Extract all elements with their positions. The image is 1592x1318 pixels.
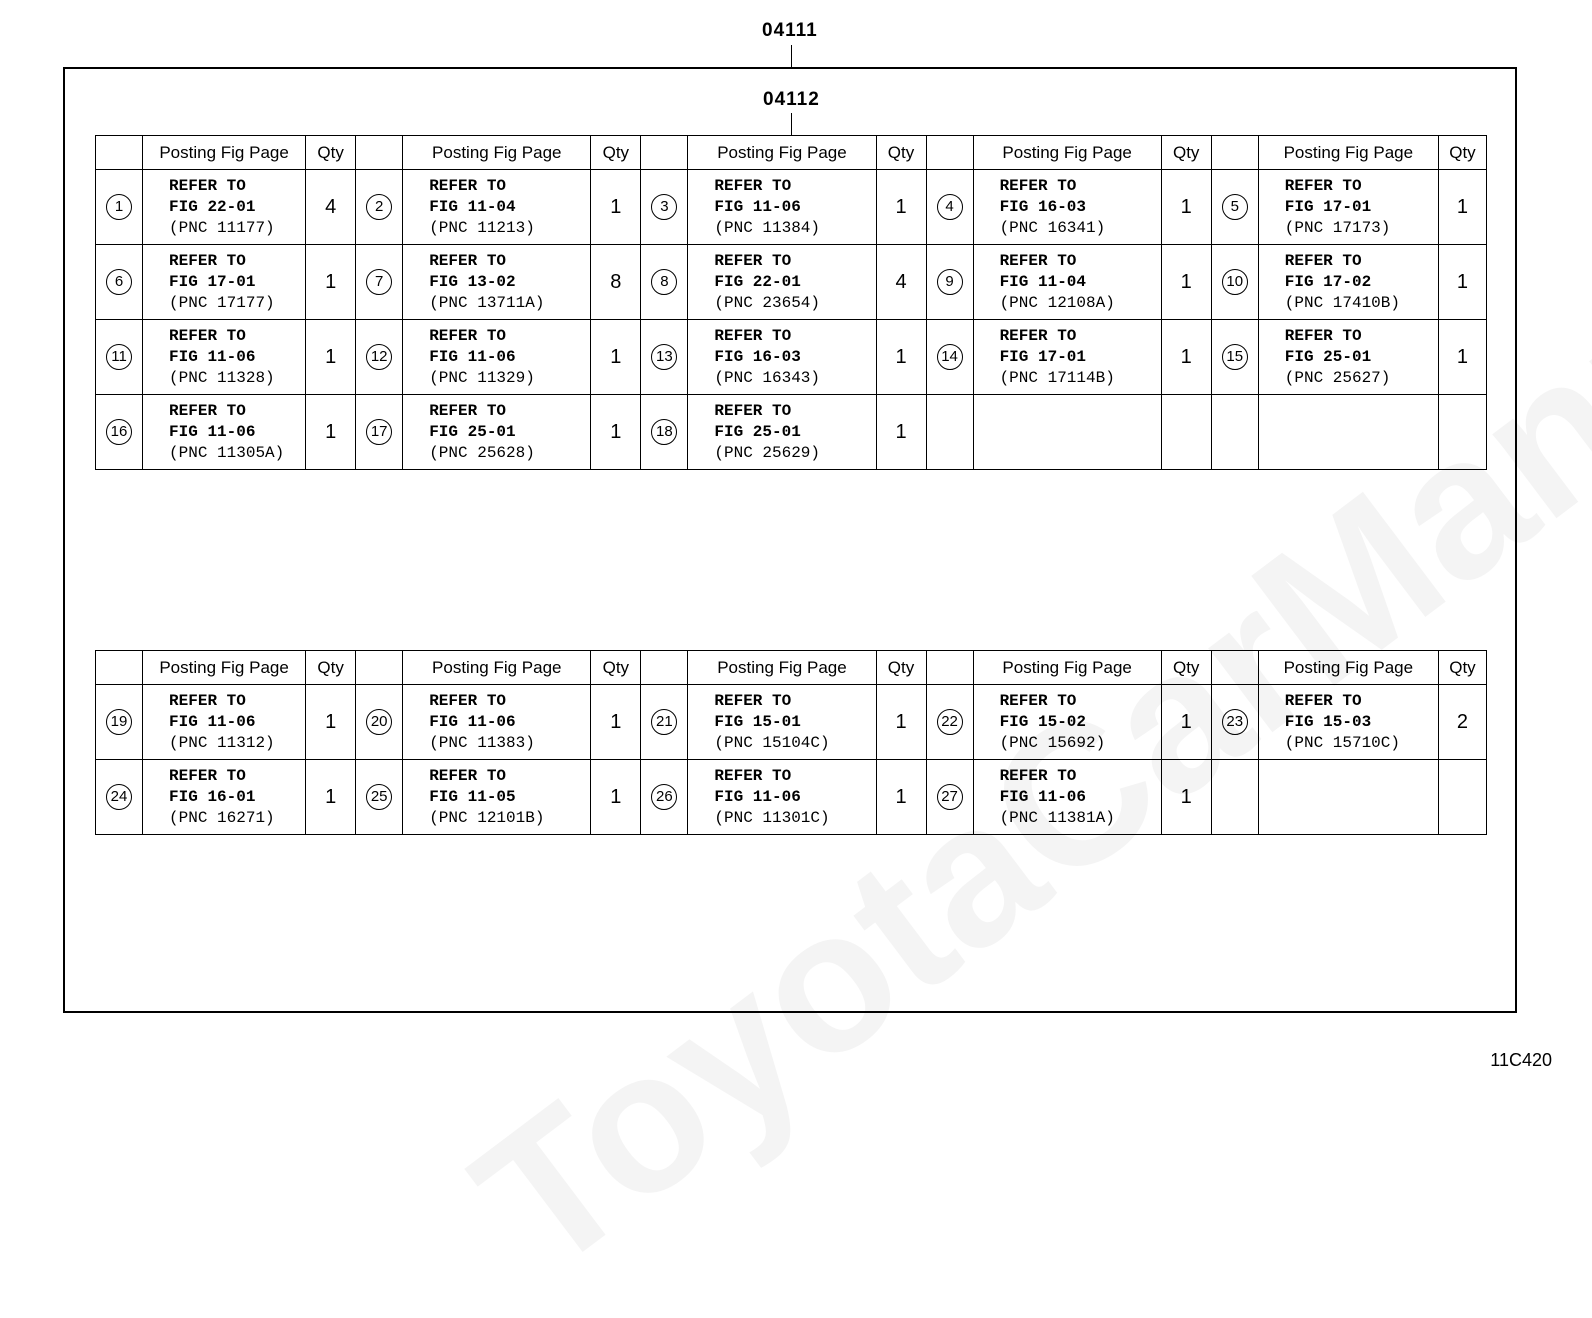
figure-reference: FIG 22-01 (714, 272, 801, 291)
figure-reference: FIG 16-01 (169, 787, 256, 806)
item-number-badge: 15 (1222, 344, 1248, 370)
reference-cell (688, 760, 876, 835)
figure-reference: FIG 11-05 (429, 787, 516, 806)
item-number-cell (641, 170, 688, 245)
quantity-value: 1 (306, 760, 356, 835)
item-number-cell (1211, 685, 1258, 760)
quantity-value: 1 (591, 760, 641, 835)
quantity-value: 1 (306, 685, 356, 760)
refer-to-text: REFER TO (714, 326, 792, 345)
item-number-cell (96, 395, 143, 470)
item-number-badge: 21 (651, 709, 677, 735)
header-num (96, 651, 143, 685)
item-number-badge: 1 (106, 194, 132, 220)
header-num (1211, 651, 1258, 685)
reference-cell (1258, 685, 1438, 760)
item-number-badge: 10 (1222, 269, 1248, 295)
header-posting-fig-page: Posting Fig Page (403, 651, 591, 685)
quantity-cell (1438, 760, 1486, 835)
figure-reference: FIG 15-03 (1284, 712, 1372, 731)
parts-table-lower (95, 650, 1487, 835)
quantity-value: 1 (591, 320, 641, 395)
header-qty: Qty (306, 136, 356, 170)
pnc-reference: (PNC 17177) (169, 293, 275, 312)
refer-to-text: REFER TO (714, 251, 792, 270)
pnc-reference: (PNC 11312) (169, 733, 275, 752)
item-number-cell (926, 760, 973, 835)
item-number-cell (96, 170, 143, 245)
refer-to-text: REFER TO (429, 326, 507, 345)
item-number-cell (1211, 320, 1258, 395)
header-qty: Qty (306, 651, 356, 685)
quantity-value: 1 (1161, 245, 1211, 320)
quantity-value: 1 (1161, 320, 1211, 395)
item-number-badge: 23 (1222, 709, 1248, 735)
header-qty: Qty (591, 651, 641, 685)
refer-to-text: REFER TO (169, 251, 246, 270)
reference-cell (973, 760, 1161, 835)
figure-reference: FIG 25-01 (429, 422, 516, 441)
reference-cell (143, 320, 306, 395)
header-num (356, 651, 403, 685)
item-number-cell (356, 170, 403, 245)
pnc-reference: (PNC 25629) (714, 443, 821, 462)
refer-to-text: REFER TO (714, 176, 792, 195)
item-number-cell (641, 685, 688, 760)
refer-to-text: REFER TO (169, 691, 246, 710)
reference-cell (973, 320, 1161, 395)
header-posting-fig-page: Posting Fig Page (688, 136, 876, 170)
item-number-cell (96, 760, 143, 835)
item-number-cell (641, 395, 688, 470)
quantity-cell (1161, 395, 1211, 470)
header-qty: Qty (1161, 136, 1211, 170)
reference-cell (1258, 395, 1438, 470)
refer-to-text: REFER TO (999, 766, 1077, 785)
refer-to-text: REFER TO (429, 251, 507, 270)
figure-reference: FIG 17-01 (999, 347, 1086, 366)
figure-reference: FIG 11-06 (429, 712, 516, 731)
reference-cell (403, 395, 591, 470)
quantity-value: 4 (876, 245, 926, 320)
item-number-badge: 13 (651, 344, 677, 370)
quantity-value: 1 (306, 395, 356, 470)
header-qty: Qty (1438, 651, 1486, 685)
reference-cell (403, 320, 591, 395)
figure-reference: FIG 17-01 (169, 272, 256, 291)
table-row (96, 685, 1487, 760)
item-number-badge: 18 (651, 419, 677, 445)
figure-reference: FIG 11-04 (999, 272, 1086, 291)
item-number-badge: 5 (1222, 194, 1248, 220)
table-row (96, 320, 1487, 395)
quantity-value: 4 (306, 170, 356, 245)
header-posting-fig-page: Posting Fig Page (688, 651, 876, 685)
header-posting-fig-page: Posting Fig Page (1258, 136, 1438, 170)
item-number-cell (641, 245, 688, 320)
refer-to-text: REFER TO (1284, 251, 1362, 270)
reference-cell (1258, 320, 1438, 395)
refer-to-text: REFER TO (429, 176, 507, 195)
item-number-cell (1211, 395, 1258, 470)
pnc-reference: (PNC 17410B) (1284, 293, 1400, 312)
figure-reference: FIG 22-01 (169, 197, 256, 216)
item-number-cell (356, 320, 403, 395)
refer-to-text: REFER TO (1284, 176, 1362, 195)
pnc-reference: (PNC 12101B) (429, 808, 545, 827)
reference-cell (1258, 170, 1438, 245)
item-number-cell (926, 170, 973, 245)
pnc-reference: (PNC 15710C) (1284, 733, 1400, 752)
reference-cell (688, 320, 876, 395)
header-row (96, 136, 1487, 170)
quantity-value: 1 (591, 395, 641, 470)
header-num (641, 651, 688, 685)
reference-cell (143, 395, 306, 470)
item-number-cell (356, 395, 403, 470)
quantity-value: 1 (1161, 685, 1211, 760)
item-number-badge: 8 (651, 269, 677, 295)
item-number-cell (641, 320, 688, 395)
refer-to-text: REFER TO (169, 766, 246, 785)
header-num (926, 136, 973, 170)
reference-cell (403, 170, 591, 245)
reference-cell (973, 685, 1161, 760)
reference-cell (143, 685, 306, 760)
figure-code: 11C420 (1490, 1050, 1552, 1070)
refer-to-text: REFER TO (714, 401, 792, 420)
item-number-cell (356, 685, 403, 760)
header-posting-fig-page: Posting Fig Page (1258, 651, 1438, 685)
reference-cell (143, 245, 306, 320)
item-number-badge: 3 (651, 194, 677, 220)
pnc-reference: (PNC 15104C) (714, 733, 830, 752)
reference-cell (143, 760, 306, 835)
item-number-badge: 20 (366, 709, 392, 735)
quantity-value: 1 (306, 320, 356, 395)
item-number-cell (1211, 170, 1258, 245)
figure-reference: FIG 15-01 (714, 712, 801, 731)
header-posting-fig-page: Posting Fig Page (143, 651, 306, 685)
figure-reference: FIG 11-06 (169, 422, 256, 441)
item-number-badge: 19 (106, 709, 132, 735)
item-number-badge: 6 (106, 269, 132, 295)
header-qty: Qty (1438, 136, 1486, 170)
quantity-value: 1 (1161, 170, 1211, 245)
item-number-cell (356, 760, 403, 835)
item-number-cell (926, 245, 973, 320)
leader-line-04112 (791, 113, 792, 135)
item-number-cell (926, 685, 973, 760)
quantity-value: 1 (1438, 245, 1486, 320)
header-num (926, 651, 973, 685)
refer-to-text: REFER TO (999, 691, 1077, 710)
quantity-cell (1438, 395, 1486, 470)
figure-reference: FIG 11-06 (169, 712, 256, 731)
reference-cell (688, 685, 876, 760)
figure-reference: FIG 16-03 (999, 197, 1086, 216)
figure-reference: FIG 15-02 (999, 712, 1086, 731)
figure-reference: FIG 11-06 (999, 787, 1086, 806)
quantity-value: 2 (1438, 685, 1486, 760)
header-posting-fig-page: Posting Fig Page (973, 651, 1161, 685)
pnc-reference: (PNC 15692) (999, 733, 1106, 752)
item-number-badge: 24 (106, 784, 132, 810)
reference-cell (688, 395, 876, 470)
pnc-reference: (PNC 11301C) (714, 808, 830, 827)
header-qty: Qty (876, 136, 926, 170)
figure-reference: FIG 17-01 (1284, 197, 1372, 216)
pnc-reference: (PNC 11305A) (169, 443, 285, 462)
quantity-value: 1 (306, 245, 356, 320)
item-number-badge: 27 (937, 784, 963, 810)
pnc-reference: (PNC 17173) (1284, 218, 1391, 237)
quantity-value: 1 (876, 320, 926, 395)
pnc-reference: (PNC 25627) (1284, 368, 1391, 387)
reference-cell (973, 395, 1161, 470)
refer-to-text: REFER TO (999, 251, 1077, 270)
refer-to-text: REFER TO (429, 766, 507, 785)
quantity-value: 1 (1161, 760, 1211, 835)
item-number-cell (926, 395, 973, 470)
quantity-value: 1 (876, 760, 926, 835)
figure-reference: FIG 25-01 (1284, 347, 1372, 366)
refer-to-text: REFER TO (999, 176, 1077, 195)
item-number-badge: 16 (106, 419, 132, 445)
figure-reference: FIG 11-06 (714, 197, 801, 216)
reference-cell (403, 760, 591, 835)
pnc-reference: (PNC 11381A) (999, 808, 1115, 827)
refer-to-text: REFER TO (714, 766, 792, 785)
reference-cell (973, 245, 1161, 320)
refer-to-text: REFER TO (429, 401, 507, 420)
item-number-cell (96, 685, 143, 760)
header-num (96, 136, 143, 170)
header-posting-fig-page: Posting Fig Page (403, 136, 591, 170)
pnc-reference: (PNC 11328) (169, 368, 275, 387)
pnc-reference: (PNC 11384) (714, 218, 821, 237)
figure-reference: FIG 11-06 (429, 347, 516, 366)
item-number-cell (641, 760, 688, 835)
quantity-value: 1 (876, 685, 926, 760)
pnc-reference: (PNC 12108A) (999, 293, 1115, 312)
figure-reference: FIG 11-04 (429, 197, 516, 216)
figure-reference: FIG 25-01 (714, 422, 801, 441)
pnc-reference: (PNC 16341) (999, 218, 1106, 237)
pnc-reference: (PNC 16343) (714, 368, 821, 387)
header-posting-fig-page: Posting Fig Page (973, 136, 1161, 170)
table-row (96, 760, 1487, 835)
item-number-cell (96, 320, 143, 395)
refer-to-text: REFER TO (169, 401, 246, 420)
reference-cell (143, 170, 306, 245)
refer-to-text: REFER TO (999, 326, 1077, 345)
item-number-badge: 9 (937, 269, 963, 295)
header-num (641, 136, 688, 170)
item-number-badge: 17 (366, 419, 392, 445)
item-number-badge: 4 (937, 194, 963, 220)
item-number-badge: 26 (651, 784, 677, 810)
pnc-reference: (PNC 16271) (169, 808, 275, 827)
leader-line-04111 (791, 45, 792, 67)
header-posting-fig-page: Posting Fig Page (143, 136, 306, 170)
header-num (1211, 136, 1258, 170)
header-qty: Qty (876, 651, 926, 685)
header-qty: Qty (591, 136, 641, 170)
pnc-reference: (PNC 11329) (429, 368, 535, 387)
pnc-reference: (PNC 11383) (429, 733, 535, 752)
table-row (96, 245, 1487, 320)
header-qty: Qty (1161, 651, 1211, 685)
figure-reference: FIG 13-02 (429, 272, 516, 291)
quantity-value: 1 (591, 170, 641, 245)
figure-reference: FIG 11-06 (169, 347, 256, 366)
item-number-badge: 22 (937, 709, 963, 735)
quantity-value: 1 (1438, 320, 1486, 395)
quantity-value: 1 (591, 685, 641, 760)
quantity-value: 1 (1438, 170, 1486, 245)
figure-reference: FIG 16-03 (714, 347, 801, 366)
reference-cell (688, 245, 876, 320)
pnc-reference: (PNC 11177) (169, 218, 275, 237)
header-row (96, 651, 1487, 685)
item-number-badge: 14 (937, 344, 963, 370)
refer-to-text: REFER TO (429, 691, 507, 710)
quantity-value: 1 (876, 170, 926, 245)
item-number-cell (96, 245, 143, 320)
item-number-cell (1211, 245, 1258, 320)
refer-to-text: REFER TO (169, 176, 246, 195)
figure-reference: FIG 11-06 (714, 787, 801, 806)
header-num (356, 136, 403, 170)
item-number-badge: 12 (366, 344, 392, 370)
pnc-reference: (PNC 17114B) (999, 368, 1115, 387)
item-number-badge: 11 (106, 344, 132, 370)
table-row (96, 170, 1487, 245)
pnc-reference: (PNC 23654) (714, 293, 821, 312)
refer-to-text: REFER TO (1284, 326, 1362, 345)
refer-to-text: REFER TO (169, 326, 246, 345)
assembly-label-04112: 04112 (763, 89, 820, 110)
item-number-badge: 7 (366, 269, 392, 295)
quantity-value: 8 (591, 245, 641, 320)
refer-to-text: REFER TO (1284, 691, 1362, 710)
item-number-cell (356, 245, 403, 320)
item-number-badge: 2 (366, 194, 392, 220)
item-number-cell (1211, 760, 1258, 835)
refer-to-text: REFER TO (714, 691, 792, 710)
assembly-label-04111: 04111 (762, 20, 818, 41)
reference-cell (403, 685, 591, 760)
table-row (96, 395, 1487, 470)
item-number-badge: 25 (366, 784, 392, 810)
reference-cell (688, 170, 876, 245)
pnc-reference: (PNC 11213) (429, 218, 535, 237)
reference-cell (1258, 760, 1438, 835)
reference-cell (1258, 245, 1438, 320)
figure-reference: FIG 17-02 (1284, 272, 1372, 291)
quantity-value: 1 (876, 395, 926, 470)
pnc-reference: (PNC 13711A) (429, 293, 545, 312)
reference-cell (403, 245, 591, 320)
parts-table-upper (95, 135, 1487, 470)
pnc-reference: (PNC 25628) (429, 443, 535, 462)
item-number-cell (926, 320, 973, 395)
reference-cell (973, 170, 1161, 245)
